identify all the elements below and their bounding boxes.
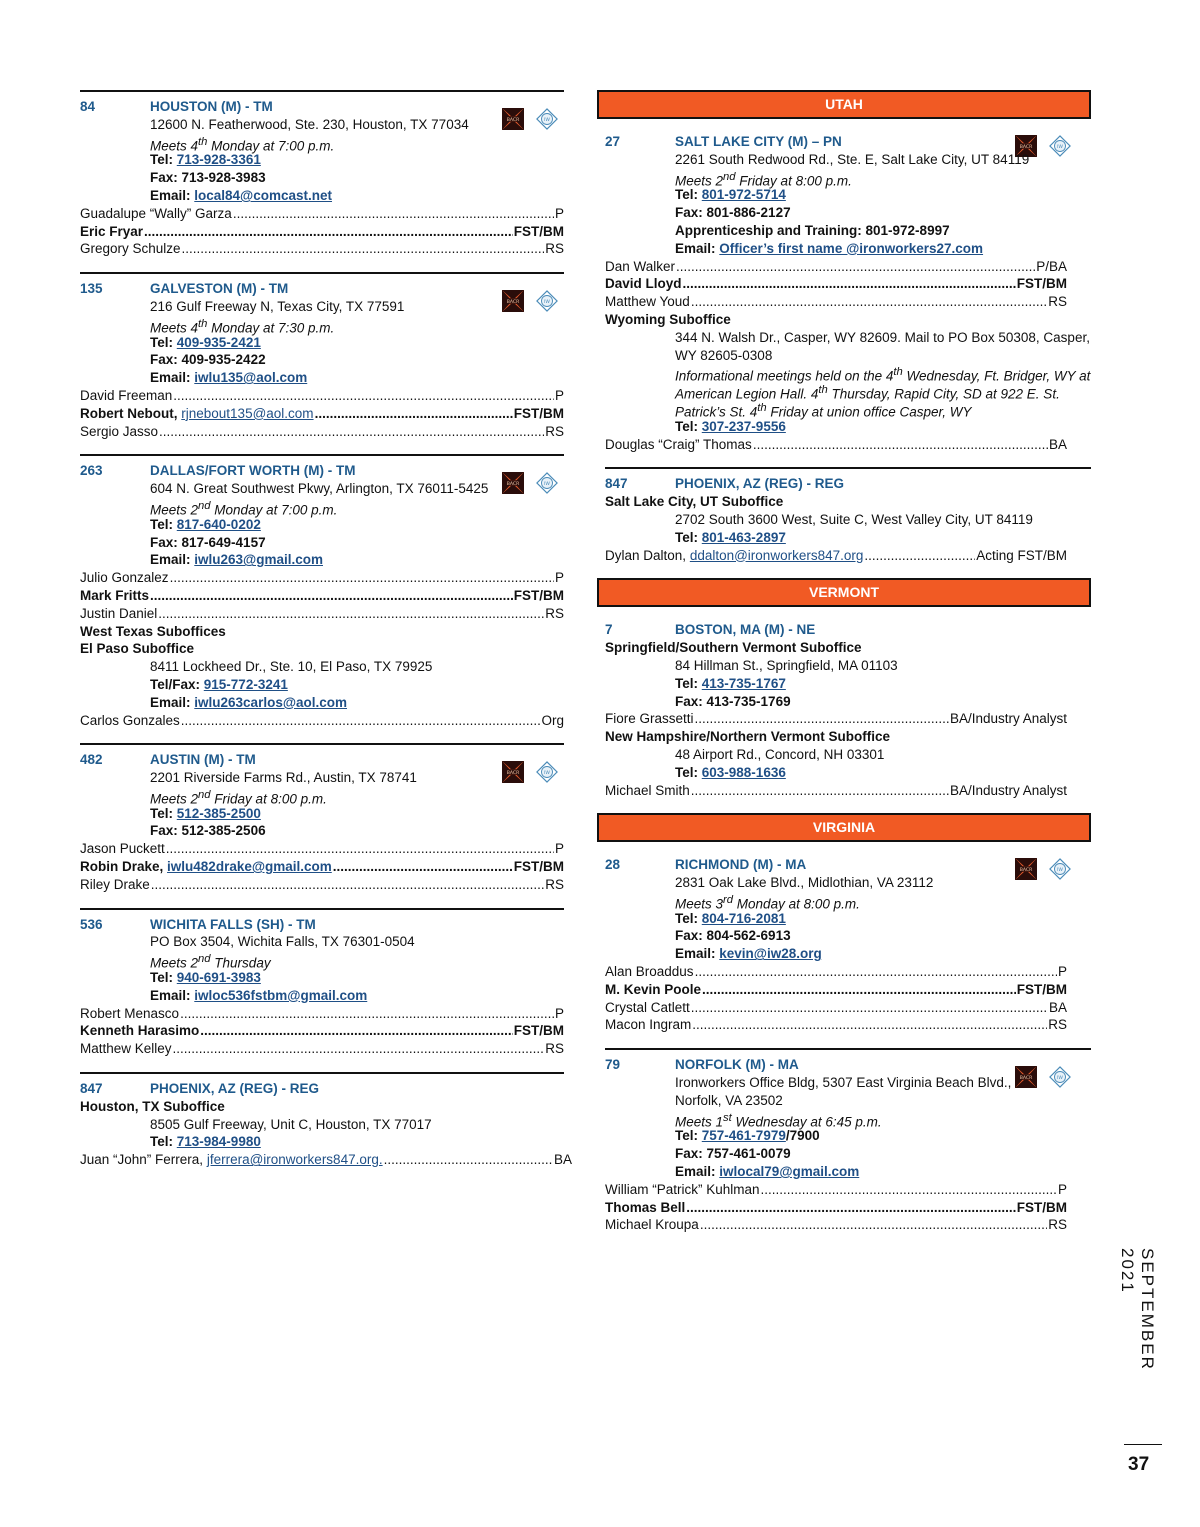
email-link[interactable]: local84@comcast.net [194, 187, 333, 203]
left-column [80, 90, 572, 1183]
officer-row: Mark Fritts ..... FST/BM [80, 587, 564, 605]
address: PO Box 3504, Wichita Falls, TX 76301-0504 [150, 934, 415, 950]
local-number: 27 [605, 134, 621, 149]
tel-link[interactable]: 603-988-1636 [701, 764, 786, 780]
email-link[interactable]: Officer’s first name @ironworkers27.com [719, 240, 984, 256]
tel-label: Tel: [675, 675, 698, 691]
email-link[interactable]: iwlocal79@gmail.com [719, 1164, 860, 1180]
tel-link[interactable]: 801-463-2897 [701, 529, 786, 545]
email-label: Email: [150, 187, 191, 203]
local-title: DALLAS/FORT WORTH (M) - TM [150, 463, 356, 479]
local-847-utah-listing [605, 467, 1091, 564]
email-link[interactable]: iwlu263carlos@aol.com [194, 694, 348, 710]
state-band-vermont: VERMONT [597, 578, 1091, 607]
fax: Fax: 801-886-2127 [675, 205, 791, 221]
officer-row: Sergio Jasso ..... RS [80, 423, 564, 441]
address: 216 Gulf Freeway N, Texas City, TX 77591 [150, 298, 405, 314]
local-title: HOUSTON (M) - TM [150, 99, 273, 114]
suboffice-address: 84 Hillman St., Springfield, MA 01103 [675, 657, 898, 673]
local-27-listing [597, 133, 1091, 453]
fax: Fax: 413-735-1769 [675, 693, 791, 709]
state-band-virginia: VIRGINIA [597, 813, 1091, 842]
suboffice-heading: West Texas Suboffices [80, 623, 226, 639]
address: 2702 South 3600 West, Suite C, West Valley City, UT 84119 [675, 511, 1033, 527]
tel-fax-label: Tel/Fax: [150, 676, 201, 692]
tel-link[interactable]: 801-972-5714 [701, 187, 786, 203]
meeting-schedule: Meets 2nd Friday at 8:00 p.m. [150, 788, 327, 807]
fax: Fax: 512-385-2506 [150, 823, 266, 839]
officer-row: Julio Gonzalez ..... P [80, 569, 564, 587]
tel-label: Tel: [150, 152, 173, 168]
tel-link[interactable]: 713-984-9980 [176, 1134, 261, 1150]
meeting-info: American Legion Hall. 4th Thursday, Rapid City, SD at 922 E. St. [675, 384, 1060, 402]
tel-link[interactable]: 307-237-9556 [701, 418, 786, 434]
email-label: Email: [150, 694, 191, 710]
suboffice-heading: Springfield/Southern Vermont Suboffice [605, 640, 862, 656]
local-title: AUSTIN (M) - TM [150, 752, 256, 768]
officer-row: Michael Kroupa ..... RS [605, 1216, 1067, 1234]
officer-row: Jason Puckett ..... P [80, 840, 564, 858]
local-536-listing [80, 908, 564, 1058]
tel-label: Tel: [150, 334, 173, 350]
right-column [597, 90, 1091, 1248]
local-number: 135 [80, 281, 103, 297]
email-link[interactable]: iwlu263@gmail.com [194, 552, 323, 568]
email-link[interactable]: iwlu135@aol.com [194, 370, 308, 386]
local-263-listing [80, 454, 564, 729]
tel-link[interactable]: 757-461-7979 [701, 1128, 786, 1144]
suboffice-address: WY 82605-0308 [675, 347, 773, 363]
local-number: 84 [80, 99, 96, 114]
local-title: WICHITA FALLS (SH) - TM [150, 916, 316, 932]
suboffice-heading: El Paso Suboffice [80, 641, 195, 657]
tel-label: Tel: [675, 764, 698, 780]
officer-row: David Freeman ..... P [80, 387, 564, 405]
officer-row: Matthew Youd ..... RS [605, 293, 1067, 311]
tel-link[interactable]: 817-640-0202 [176, 516, 261, 532]
meeting-schedule: Meets 2nd Friday at 8:00 p.m. [675, 170, 852, 189]
officer-row: Kenneth Harasimo ..... FST/BM [80, 1022, 564, 1040]
tel-label: Tel: [150, 1134, 173, 1150]
fax: Fax: 713-928-3983 [150, 170, 266, 186]
tel-label: Tel: [675, 187, 698, 203]
tel-label: Tel: [675, 529, 698, 545]
local-number: 536 [80, 916, 103, 932]
officer-row: Dylan Dalton, ddalton@ironworkers847.org ..... Acting FST/BM [605, 547, 1067, 565]
email-label: Email: [675, 240, 716, 256]
tel-link[interactable]: 915-772-3241 [203, 676, 288, 692]
officer-email-link[interactable]: jferrera@ironworkers847.org. [206, 1152, 383, 1168]
local-number: 28 [605, 857, 621, 873]
officer-row: Crystal Catlett ..... BA [605, 999, 1067, 1017]
footer-divider [1124, 1444, 1162, 1445]
tel-link[interactable]: 804-716-2081 [701, 910, 786, 926]
officer-row: Fiore Grassetti ..... BA/Industry Analyst [605, 710, 1067, 728]
suboffice-heading: Houston, TX Suboffice [80, 1098, 225, 1114]
local-number: 263 [80, 463, 103, 479]
local-28-listing [597, 856, 1091, 1034]
email-link[interactable]: iwloc536fstbm@gmail.com [194, 987, 368, 1003]
local-number: 482 [80, 752, 103, 768]
local-number: 79 [605, 1057, 621, 1073]
tel-link[interactable]: 409-935-2421 [176, 334, 261, 350]
tel-label: Tel: [150, 805, 173, 821]
fax: Fax: 409-935-2422 [150, 352, 266, 368]
officer-row: Eric Fryar ..... FST/BM [80, 223, 564, 241]
email-label: Email: [150, 987, 191, 1003]
local-482-listing [80, 743, 564, 893]
apprenticeship-phone: Apprenticeship and Training: 801-972-8997 [675, 222, 950, 238]
address: 2831 Oak Lake Blvd., Midlothian, VA 23112 [675, 875, 934, 891]
local-number: 847 [605, 476, 628, 492]
officer-row: Justin Daniel ..... RS [80, 605, 564, 623]
officer-row: Michael Smith ..... BA/Industry Analyst [605, 782, 1067, 800]
tel-link[interactable]: 512-385-2500 [176, 805, 261, 821]
meeting-schedule: Meets 1st Wednesday at 6:45 p.m. [675, 1111, 882, 1130]
email-label: Email: [150, 370, 191, 386]
meeting-schedule: Meets 4th Monday at 7:00 p.m. [150, 135, 335, 154]
address: 2201 Riverside Farms Rd., Austin, TX 78741 [150, 770, 417, 786]
fax: Fax: 757-461-0079 [675, 1146, 791, 1162]
suboffice-heading: Salt Lake City, UT Suboffice [605, 494, 784, 510]
tel-label: Tel: [675, 1128, 698, 1144]
officer-row: Riley Drake ..... RS [80, 876, 564, 894]
tel-link[interactable]: 940-691-3983 [176, 970, 261, 986]
address: 8505 Gulf Freeway, Unit C, Houston, TX 77017 [150, 1116, 432, 1132]
local-title: PHOENIX, AZ (REG) - REG [150, 1081, 320, 1097]
local-title: SALT LAKE CITY (M) – PN [675, 134, 842, 149]
address: 604 N. Great Southwest Pkwy, Arlington, TX 76011-5425 [150, 481, 489, 497]
suboffice-address: 48 Airport Rd., Concord, NH 03301 [675, 746, 885, 762]
local-135-listing [80, 272, 564, 440]
email-link[interactable]: kevin@iw28.org [719, 946, 822, 962]
suboffice-heading: Wyoming Suboffice [605, 311, 731, 327]
officer-row: Alan Broaddus ..... P [605, 963, 1067, 981]
suboffice-address: 8411 Lockheed Dr., Ste. 10, El Paso, TX 79925 [150, 659, 433, 675]
local-79-listing [605, 1048, 1091, 1234]
officer-row: Dan Walker ..... P/BA [605, 258, 1067, 276]
local-84-listing [80, 90, 564, 258]
address: Ironworkers Office Bldg, 5307 East Virginia Beach Blvd., [675, 1075, 1012, 1091]
officer-row: Robin Drake, iwlu482drake@gmail.com ..... FST/BM [80, 858, 564, 876]
email-label: Email: [150, 552, 191, 568]
meeting-info: Informational meetings held on the 4th Wednesday, Ft. Bridger, WY at [675, 366, 1091, 384]
officer-row: Robert Menasco ..... P [80, 1005, 564, 1023]
address: 12600 N. Featherwood, Ste. 230, Houston, TX 77034 [150, 116, 469, 132]
fax: Fax: 804-562-6913 [675, 928, 791, 944]
local-title: BOSTON, MA (M) - NE [675, 622, 816, 638]
state-band-utah: UTAH [597, 90, 1091, 119]
address: 2261 South Redwood Rd., Ste. E, Salt Lake City, UT 84119 [675, 151, 1030, 167]
officer-row: Guadalupe “Wally” Garza ..... P [80, 205, 564, 223]
tel-label: Tel: [150, 970, 173, 986]
tel-label: Tel: [675, 418, 698, 434]
address: Norfolk, VA 23502 [675, 1092, 783, 1108]
tel-label: Tel: [150, 516, 173, 532]
page-number: 37 [1128, 1454, 1150, 1475]
meeting-schedule: Meets 2nd Thursday [150, 953, 271, 971]
officer-row: Carlos Gonzales ..... Org [80, 712, 564, 730]
officer-email-link[interactable]: rjnebout135@aol.com [181, 405, 314, 421]
officer-email-link[interactable]: iwlu482drake@gmail.com [167, 859, 332, 875]
local-number: 847 [80, 1081, 103, 1097]
issue-month: SEPTEMBER 2021 [1118, 1248, 1157, 1371]
local-title: NORFOLK (M) - MA [675, 1057, 799, 1073]
email-label: Email: [675, 946, 716, 962]
officer-row: Macon Ingram ..... RS [605, 1016, 1067, 1034]
tel-link[interactable]: 713-928-3361 [176, 152, 261, 168]
local-number: 7 [605, 622, 613, 638]
suboffice-address: 344 N. Walsh Dr., Casper, WY 82609. Mail to PO Box 50308, Casper, [675, 329, 1090, 345]
suboffice-heading: New Hampshire/Northern Vermont Suboffice [605, 729, 891, 745]
tel-label: Tel: [675, 910, 698, 926]
local-title: GALVESTON (M) - TM [150, 281, 289, 297]
officer-row: Matthew Kelley ..... RS [80, 1040, 564, 1058]
officer-row: Juan “John” Ferrera, jferrera@ironworkers847.org. ..... BA [80, 1151, 572, 1169]
meeting-schedule: Meets 4th Monday at 7:30 p.m. [150, 317, 335, 336]
fax: Fax: 817-649-4157 [150, 534, 266, 550]
local-title: PHOENIX, AZ (REG) - REG [675, 476, 845, 492]
local-7-listing [597, 621, 1091, 799]
officer-row: David Lloyd ..... FST/BM [605, 275, 1067, 293]
officer-row: M. Kevin Poole ..... FST/BM [605, 981, 1067, 999]
meeting-schedule: Meets 2nd Monday at 7:00 p.m. [150, 499, 338, 518]
officer-email-link[interactable]: ddalton@ironworkers847.org [689, 547, 864, 563]
officer-row: Douglas “Craig” Thomas ..... BA [605, 436, 1067, 454]
email-label: Email: [675, 1164, 716, 1180]
officer-row: William “Patrick” Kuhlman ..... P [605, 1181, 1067, 1199]
tel-link[interactable]: 413-735-1767 [701, 675, 786, 691]
local-847-houston-listing [80, 1072, 572, 1169]
meeting-schedule: Meets 3rd Monday at 8:00 p.m. [675, 893, 860, 912]
local-title: RICHMOND (M) - MA [675, 857, 807, 873]
officer-row: Thomas Bell ..... FST/BM [605, 1199, 1067, 1217]
officer-row: Robert Nebout, rjnebout135@aol.com ..... FST/BM [80, 405, 564, 423]
meeting-info: Patrick’s St. 4th Friday at union office Casper, WY [675, 401, 972, 420]
tel-extension: /7900 [785, 1128, 820, 1144]
officer-row: Gregory Schulze ..... RS [80, 240, 564, 258]
